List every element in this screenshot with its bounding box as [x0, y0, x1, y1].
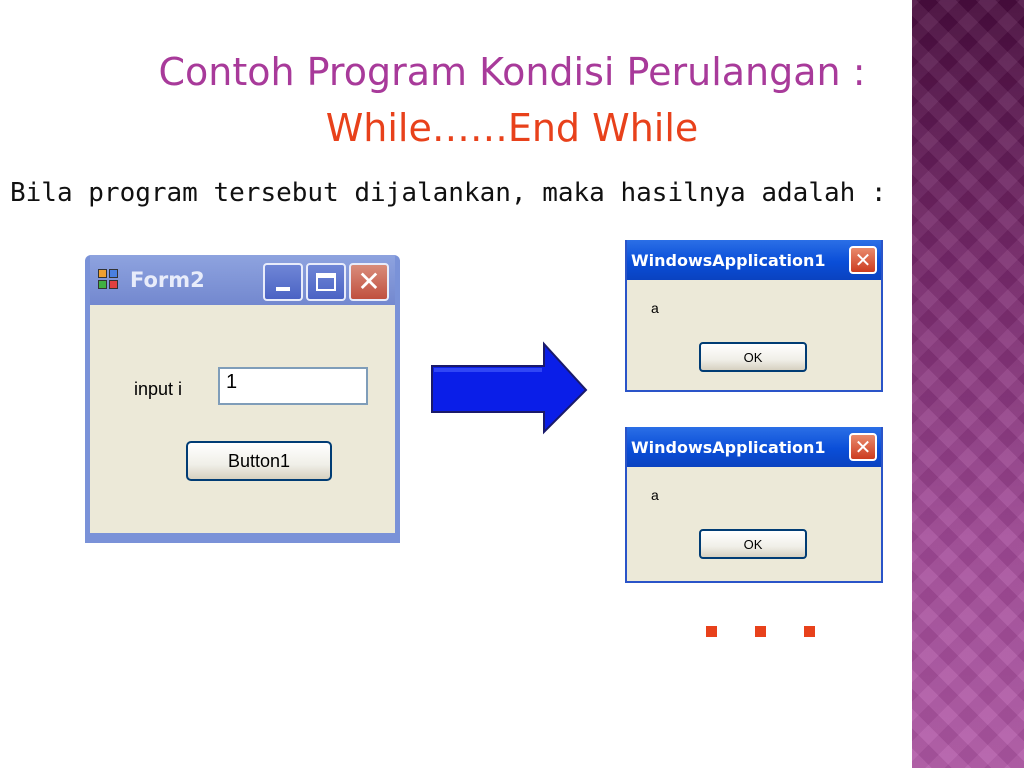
close-button[interactable]: [849, 433, 877, 461]
input-i-label: input i: [134, 379, 183, 399]
close-icon: ✕: [357, 265, 381, 298]
message-box-title: WindowsApplication1: [631, 437, 826, 457]
form2-window: [85, 255, 400, 543]
close-icon: ✕: [854, 435, 872, 459]
message-box-titlebar[interactable]: [627, 240, 881, 280]
form2-titlebar[interactable]: [90, 255, 395, 305]
close-icon: ✕: [854, 248, 872, 272]
message-box-title: WindowsApplication1: [631, 250, 826, 270]
input-i-field[interactable]: 1: [218, 367, 368, 405]
slide-title-loop: While……End While: [325, 106, 699, 150]
close-button[interactable]: [849, 246, 877, 274]
message-box-1: [625, 240, 883, 392]
message-box-titlebar[interactable]: [627, 427, 881, 467]
ok-button[interactable]: OK: [699, 529, 807, 559]
slide-subtitle: Bila program tersebut dijalankan, maka hasilnya adalah :: [10, 178, 887, 208]
ok-button[interactable]: OK: [699, 342, 807, 372]
close-button[interactable]: [349, 263, 389, 301]
form2-body: [90, 305, 395, 533]
message-box-2: [625, 427, 883, 583]
minimize-button[interactable]: [263, 263, 303, 301]
message-text: a: [651, 487, 659, 503]
minimize-icon: [276, 287, 290, 291]
ellipsis-icon: [706, 626, 815, 637]
message-text: a: [651, 300, 659, 316]
maximize-button[interactable]: [306, 263, 346, 301]
slide-title: Contoh Program Kondisi Perulangan :: [158, 50, 866, 94]
maximize-icon: [316, 273, 336, 291]
button1[interactable]: Button1: [186, 441, 332, 481]
arrow-right-icon: [428, 340, 590, 436]
app-icon: [98, 269, 120, 291]
form2-title: Form2: [130, 268, 205, 292]
